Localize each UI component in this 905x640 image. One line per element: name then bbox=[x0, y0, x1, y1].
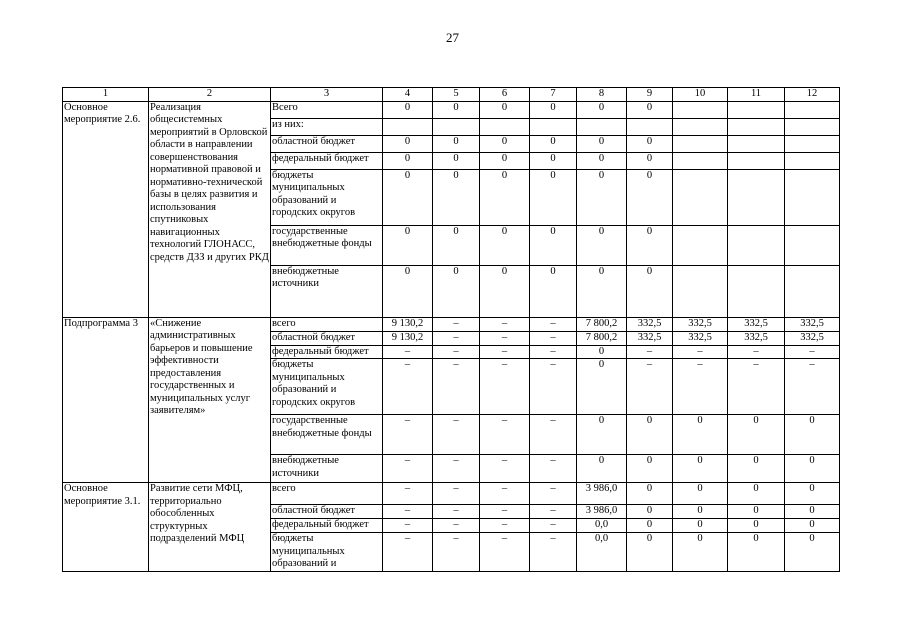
value-cell: 0 bbox=[785, 505, 840, 519]
value-cell: – bbox=[530, 415, 577, 455]
table-row bbox=[63, 483, 840, 505]
value-cell: 0 bbox=[577, 265, 627, 317]
value-cell bbox=[480, 118, 530, 135]
value-cell: – bbox=[433, 483, 480, 505]
value-cell: – bbox=[785, 359, 840, 415]
value-cell: – bbox=[433, 359, 480, 415]
value-cell: – bbox=[433, 519, 480, 533]
value-cell: 0 bbox=[480, 169, 530, 225]
funding-source: федеральный бюджет bbox=[271, 152, 383, 169]
header-cell: 5 bbox=[433, 88, 480, 102]
value-cell bbox=[728, 265, 785, 317]
header-cell: 9 bbox=[627, 88, 673, 102]
funding-source: государственные внебюджетные фонды bbox=[271, 225, 383, 265]
value-cell: 0 bbox=[530, 135, 577, 152]
funding-source: из них: bbox=[271, 118, 383, 135]
value-cell: – bbox=[530, 533, 577, 572]
value-cell: – bbox=[433, 505, 480, 519]
funding-source: областной бюджет bbox=[271, 505, 383, 519]
value-cell: – bbox=[673, 345, 728, 359]
header-cell: 6 bbox=[480, 88, 530, 102]
value-cell: 0 bbox=[480, 225, 530, 265]
value-cell: 0 bbox=[627, 505, 673, 519]
value-cell: 0 bbox=[433, 169, 480, 225]
value-cell: 0 bbox=[530, 169, 577, 225]
value-cell bbox=[785, 225, 840, 265]
value-cell: 332,5 bbox=[728, 317, 785, 331]
value-cell bbox=[673, 225, 728, 265]
page-number: 27 bbox=[446, 30, 459, 45]
value-cell: 0 bbox=[627, 101, 673, 118]
value-cell: – bbox=[530, 455, 577, 483]
value-cell: – bbox=[480, 415, 530, 455]
value-cell: 0 bbox=[627, 135, 673, 152]
value-cell bbox=[383, 118, 433, 135]
value-cell: – bbox=[627, 359, 673, 415]
value-cell bbox=[785, 265, 840, 317]
funding-source: областной бюджет bbox=[271, 331, 383, 345]
value-cell bbox=[673, 118, 728, 135]
value-cell: 7 800,2 bbox=[577, 331, 627, 345]
value-cell: – bbox=[480, 455, 530, 483]
value-cell: 0 bbox=[728, 505, 785, 519]
value-cell: – bbox=[480, 483, 530, 505]
value-cell: – bbox=[383, 519, 433, 533]
value-cell: 0 bbox=[577, 101, 627, 118]
value-cell: 0 bbox=[728, 455, 785, 483]
value-cell: – bbox=[433, 455, 480, 483]
value-cell bbox=[785, 152, 840, 169]
value-cell: 332,5 bbox=[785, 317, 840, 331]
value-cell bbox=[673, 265, 728, 317]
value-cell: 0 bbox=[383, 169, 433, 225]
value-cell: 0 bbox=[383, 265, 433, 317]
value-cell: – bbox=[383, 359, 433, 415]
funding-source: всего bbox=[271, 483, 383, 505]
value-cell: 0 bbox=[577, 345, 627, 359]
value-cell: 0 bbox=[480, 152, 530, 169]
funding-source: бюджеты муниципальных образований и городских округов bbox=[271, 359, 383, 415]
value-cell: 0 bbox=[383, 152, 433, 169]
value-cell: 0 bbox=[577, 225, 627, 265]
value-cell: 0 bbox=[577, 135, 627, 152]
value-cell bbox=[785, 101, 840, 118]
value-cell: – bbox=[433, 415, 480, 455]
value-cell: 0 bbox=[530, 152, 577, 169]
value-cell: 0 bbox=[433, 152, 480, 169]
header-cell: 10 bbox=[673, 88, 728, 102]
value-cell: – bbox=[383, 455, 433, 483]
header-cell: 3 bbox=[271, 88, 383, 102]
funding-source: федеральный бюджет bbox=[271, 345, 383, 359]
value-cell bbox=[673, 169, 728, 225]
value-cell bbox=[785, 169, 840, 225]
value-cell: 0 bbox=[673, 519, 728, 533]
value-cell: – bbox=[480, 359, 530, 415]
value-cell: 0 bbox=[728, 533, 785, 572]
value-cell: – bbox=[530, 359, 577, 415]
value-cell: 0 bbox=[627, 519, 673, 533]
value-cell: 3 986,0 bbox=[577, 483, 627, 505]
value-cell: 0 bbox=[673, 455, 728, 483]
value-cell: 7 800,2 bbox=[577, 317, 627, 331]
value-cell bbox=[728, 169, 785, 225]
value-cell: – bbox=[530, 519, 577, 533]
funding-source: всего bbox=[271, 317, 383, 331]
header-cell: 12 bbox=[785, 88, 840, 102]
funding-source: областной бюджет bbox=[271, 135, 383, 152]
value-cell: – bbox=[383, 345, 433, 359]
value-cell: – bbox=[383, 533, 433, 572]
block-label: Основное мероприятие 2.6. bbox=[63, 101, 149, 317]
value-cell: 0 bbox=[577, 455, 627, 483]
value-cell: 0 bbox=[673, 505, 728, 519]
value-cell: 0 bbox=[785, 483, 840, 505]
value-cell: 9 130,2 bbox=[383, 317, 433, 331]
value-cell: 332,5 bbox=[627, 331, 673, 345]
value-cell: 0 bbox=[577, 152, 627, 169]
funding-source: внебюджетные источники bbox=[271, 455, 383, 483]
value-cell: 0 bbox=[728, 519, 785, 533]
value-cell bbox=[728, 135, 785, 152]
value-cell: – bbox=[480, 331, 530, 345]
value-cell: – bbox=[480, 505, 530, 519]
header-cell: 8 bbox=[577, 88, 627, 102]
value-cell: 332,5 bbox=[673, 317, 728, 331]
value-cell bbox=[673, 152, 728, 169]
value-cell bbox=[627, 118, 673, 135]
value-cell: – bbox=[480, 345, 530, 359]
block-description: Реализация общесистемных мероприятий в Орловской области в направлении совершенствования нормативной правовой и нормативно-технической базы в целях развития и использования спутниковых навигационных технологий ГЛОНАСС, средств ДЗЗ и других РКД bbox=[149, 101, 271, 317]
value-cell: 0 bbox=[673, 483, 728, 505]
header-cell: 1 bbox=[63, 88, 149, 102]
value-cell: 0 bbox=[480, 135, 530, 152]
value-cell: 0 bbox=[728, 483, 785, 505]
value-cell: – bbox=[433, 345, 480, 359]
value-cell: 0 bbox=[627, 483, 673, 505]
header-cell: 2 bbox=[149, 88, 271, 102]
value-cell: 0 bbox=[785, 519, 840, 533]
value-cell: 0 bbox=[627, 265, 673, 317]
value-cell: 0 bbox=[627, 455, 673, 483]
value-cell: 0 bbox=[530, 265, 577, 317]
value-cell: – bbox=[383, 415, 433, 455]
value-cell: 0,0 bbox=[577, 533, 627, 572]
block-label: Подпрограмма 3 bbox=[63, 317, 149, 483]
value-cell bbox=[577, 118, 627, 135]
value-cell: 0 bbox=[433, 265, 480, 317]
value-cell bbox=[785, 135, 840, 152]
value-cell: 0 bbox=[785, 533, 840, 572]
table-row bbox=[63, 101, 840, 118]
value-cell: – bbox=[530, 483, 577, 505]
value-cell bbox=[728, 118, 785, 135]
value-cell: – bbox=[530, 317, 577, 331]
funding-source: Всего bbox=[271, 101, 383, 118]
value-cell: 0 bbox=[383, 101, 433, 118]
value-cell: 0 bbox=[480, 265, 530, 317]
value-cell: – bbox=[433, 331, 480, 345]
value-cell: 0 bbox=[627, 533, 673, 572]
value-cell: – bbox=[530, 345, 577, 359]
block-description: «Снижение административных барьеров и повышение эффективности предоставления государственных и муниципальных услуг заявителям» bbox=[149, 317, 271, 483]
value-cell: – bbox=[530, 331, 577, 345]
header-cell: 11 bbox=[728, 88, 785, 102]
value-cell: 0 bbox=[383, 135, 433, 152]
value-cell: 0 bbox=[627, 225, 673, 265]
header-row bbox=[63, 88, 840, 102]
header-cell: 7 bbox=[530, 88, 577, 102]
value-cell: – bbox=[383, 483, 433, 505]
value-cell: – bbox=[480, 317, 530, 331]
value-cell: 0 bbox=[480, 101, 530, 118]
value-cell: – bbox=[433, 533, 480, 572]
value-cell: 332,5 bbox=[785, 331, 840, 345]
value-cell: 0 bbox=[383, 225, 433, 265]
value-cell: 0 bbox=[785, 415, 840, 455]
value-cell: 0 bbox=[627, 152, 673, 169]
value-cell: – bbox=[433, 317, 480, 331]
value-cell: 0 bbox=[530, 225, 577, 265]
funding-source: бюджеты муниципальных образований и bbox=[271, 533, 383, 572]
funding-source: федеральный бюджет bbox=[271, 519, 383, 533]
value-cell: 0 bbox=[785, 455, 840, 483]
value-cell: – bbox=[728, 359, 785, 415]
value-cell: – bbox=[480, 519, 530, 533]
block-description: Развитие сети МФЦ, территориально обособленных структурных подразделений МФЦ bbox=[149, 483, 271, 572]
value-cell: 332,5 bbox=[627, 317, 673, 331]
value-cell bbox=[728, 101, 785, 118]
value-cell bbox=[673, 135, 728, 152]
value-cell: – bbox=[627, 345, 673, 359]
budget-table bbox=[62, 87, 840, 572]
value-cell: 0 bbox=[577, 169, 627, 225]
value-cell: 0 bbox=[728, 415, 785, 455]
value-cell: 0 bbox=[433, 135, 480, 152]
value-cell: 0 bbox=[433, 225, 480, 265]
value-cell: 0,0 bbox=[577, 519, 627, 533]
value-cell: – bbox=[530, 505, 577, 519]
value-cell: 332,5 bbox=[728, 331, 785, 345]
value-cell bbox=[433, 118, 480, 135]
value-cell bbox=[728, 152, 785, 169]
funding-source: государственные внебюджетные фонды bbox=[271, 415, 383, 455]
value-cell: 0 bbox=[627, 169, 673, 225]
value-cell: 9 130,2 bbox=[383, 331, 433, 345]
value-cell: 0 bbox=[673, 533, 728, 572]
value-cell: 0 bbox=[577, 415, 627, 455]
value-cell: 0 bbox=[577, 359, 627, 415]
value-cell: – bbox=[383, 505, 433, 519]
value-cell: – bbox=[785, 345, 840, 359]
block-label: Основное мероприятие 3.1. bbox=[63, 483, 149, 572]
value-cell bbox=[673, 101, 728, 118]
value-cell: 332,5 bbox=[673, 331, 728, 345]
value-cell: – bbox=[673, 359, 728, 415]
value-cell bbox=[530, 118, 577, 135]
value-cell: – bbox=[480, 533, 530, 572]
value-cell: 0 bbox=[627, 415, 673, 455]
value-cell: – bbox=[728, 345, 785, 359]
value-cell: 0 bbox=[673, 415, 728, 455]
header-cell: 4 bbox=[383, 88, 433, 102]
table-row bbox=[63, 317, 840, 331]
value-cell bbox=[785, 118, 840, 135]
funding-source: внебюджетные источники bbox=[271, 265, 383, 317]
value-cell bbox=[728, 225, 785, 265]
funding-source: бюджеты муниципальных образований и городских округов bbox=[271, 169, 383, 225]
value-cell: 0 bbox=[530, 101, 577, 118]
value-cell: 0 bbox=[433, 101, 480, 118]
value-cell: 3 986,0 bbox=[577, 505, 627, 519]
